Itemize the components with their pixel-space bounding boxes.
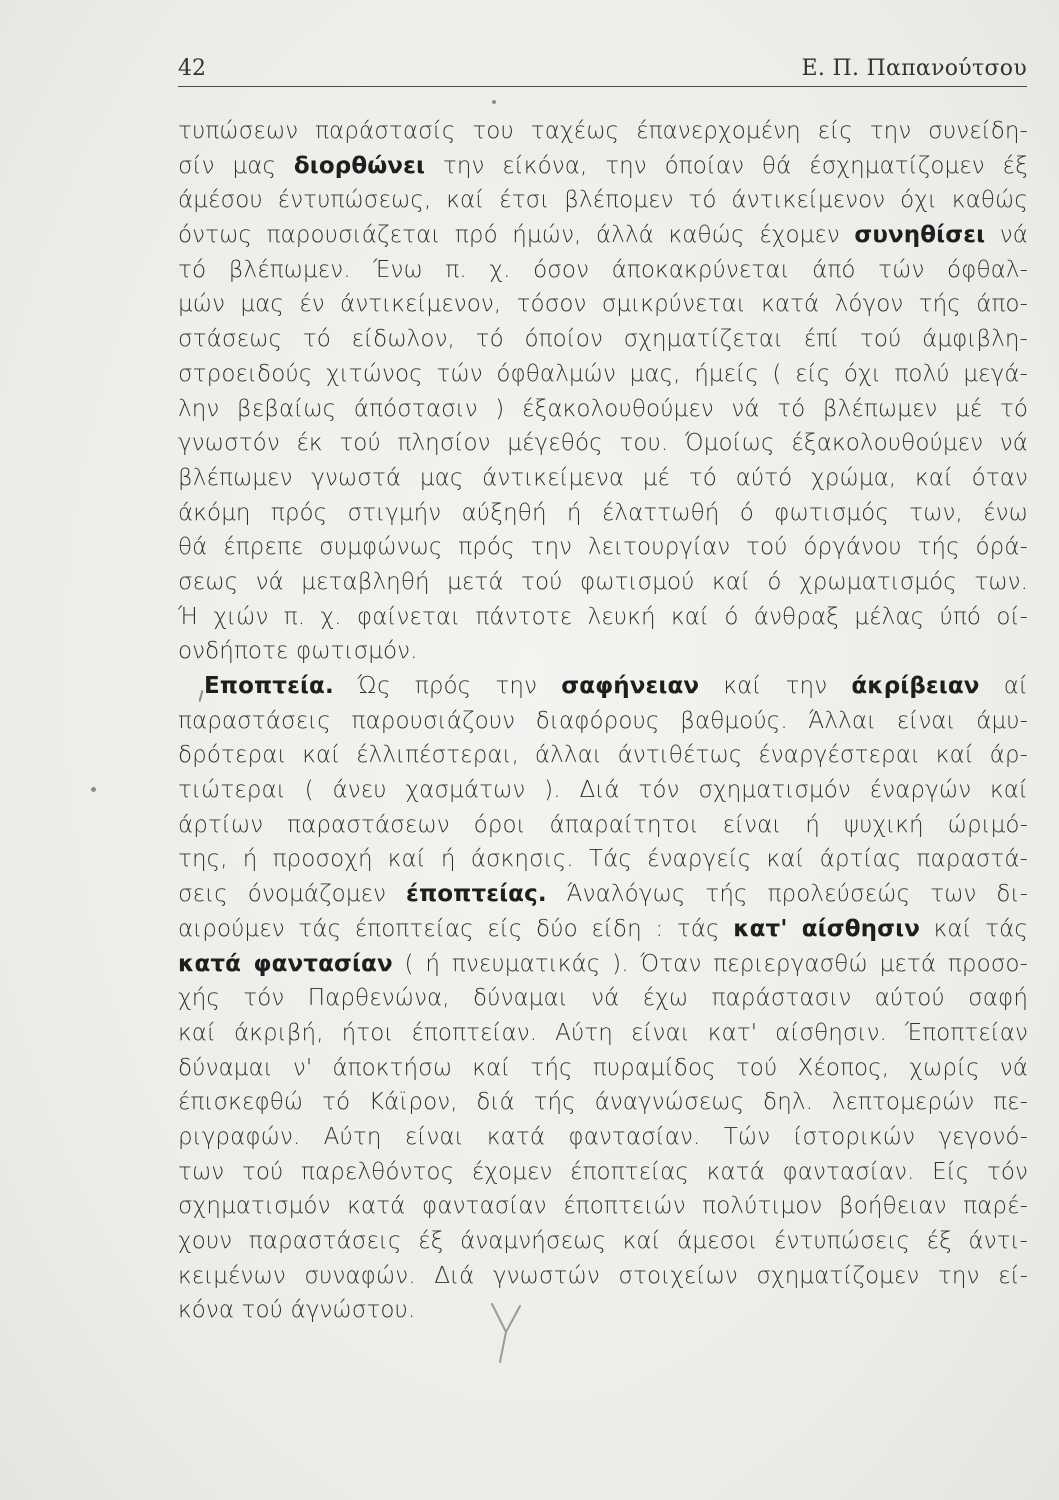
emphasized-term: κατ' αίσθησιν — [733, 915, 920, 942]
emphasized-term: έποπτείας. — [406, 881, 547, 908]
page-number: 42 — [178, 56, 206, 81]
text-line — [178, 426, 1028, 461]
text-line — [178, 669, 1028, 704]
text-run: άκόμη πρός στιγμήν αύξηθή ή έλαττωθή ό φωτισμός των, ένω — [178, 499, 1028, 526]
text-line — [178, 1085, 1028, 1120]
text-run: σίν μας — [178, 152, 294, 179]
text-line — [178, 1155, 1028, 1190]
text-run: λην βεβαίως άπόστασιν ) έξακολουθούμεν νά τό βλέπωμεν μέ τό — [178, 395, 1028, 422]
text-run: μών μας έν άντικείμενον, τόσον σμικρύνεται κατά λόγον τής άπο- — [178, 291, 1028, 318]
text-line — [178, 877, 1028, 912]
text-run: δύναμαι ν' άποκτήσω καί τής πυραμίδος τού Χέοπος, χωρίς νά — [178, 1054, 1028, 1081]
text-line — [178, 357, 1028, 392]
text-run: σεις όνομάζομεν — [178, 881, 407, 908]
emphasized-term: σαφήνειαν — [561, 673, 700, 699]
emphasized-term: συνηθίσει — [854, 222, 986, 249]
text-run: τυπώσεων παράστασίς του ταχέως έπανερχομένη είς την συνείδη- — [178, 118, 1028, 144]
text-run: άρτίων παραστάσεων όροι άπαραίτητοι είναι ή ψυχική ώριμό- — [178, 811, 1028, 838]
text-run: καί τάς — [919, 915, 1028, 942]
text-run: βλέπωμεν γνωστά μας άντικείμενα μέ τό αύτό χρώμα, καί όταν — [178, 464, 1028, 491]
text-run: καί την — [699, 673, 852, 699]
text-run: αί — [979, 673, 1028, 699]
text-line — [178, 912, 1028, 947]
text-line — [178, 496, 1028, 531]
text-line — [178, 981, 1028, 1016]
text-line — [178, 1016, 1028, 1051]
text-line — [178, 1051, 1028, 1086]
text-line — [178, 149, 1028, 184]
text-run: τό βλέπωμεν. Ένω π. χ. όσον άποκακρύνεται άπό τών όφθαλ- — [178, 256, 1028, 283]
text-run: όντως παρουσιάζεται πρό ήμών, άλλά καθώς έχομεν — [178, 222, 855, 249]
text-line — [178, 704, 1028, 739]
text-run: Άναλόγως τής προλεύσεώς των δι- — [546, 881, 1028, 908]
emphasized-term: κατά φαντασίαν — [178, 950, 393, 977]
text-line — [178, 600, 1028, 635]
text-run: νά — [985, 222, 1028, 249]
text-run: σχηματισμόν κατά φαντασίαν έποπτειών πολύτιμον βοήθειαν παρέ- — [178, 1193, 1028, 1220]
text-run: κόνα τού άγνώστου. — [178, 1297, 416, 1324]
emphasized-term: διορθώνει — [293, 152, 426, 179]
text-run: χουν παραστάσεις έξ άναμνήσεως καί άμεσοι έντυπώσεις έξ άντι- — [178, 1228, 1028, 1254]
text-line — [178, 392, 1028, 427]
text-run: κειμένων συναφών. Διά γνωστών στοιχείων σχηματίζομεν την εί- — [178, 1262, 1028, 1289]
text-run: παραστάσεις παρουσιάζουν διαφόρους βαθμούς. Άλλαι είναι άμυ- — [178, 707, 1028, 734]
text-line — [178, 808, 1028, 843]
text-run: γνωστόν έκ τού πλησίον μέγεθός του. Όμοίως έξακολουθούμεν νά — [178, 430, 1028, 457]
text-line — [178, 1293, 1028, 1328]
text-line — [178, 322, 1028, 357]
text-run: την είκόνα, την όποίαν θά έσχηματίζομεν έξ — [425, 152, 1028, 179]
text-line — [178, 461, 1028, 496]
text-line — [178, 947, 1028, 982]
text-run: άμέσου έντυπώσεως, καί έτσι βλέπομεν τό άντικείμενον όχι καθώς — [178, 187, 1028, 214]
pencil-mark — [486, 1298, 526, 1368]
text-run: της, ή προσοχή καί ή άσκησις. Τάς έναργείς καί άρτίας παραστά- — [178, 846, 1028, 873]
text-run: έπισκεφθώ τό Κάϊρον, διά τής άναγνώσεως δηλ. λεπτομερών πε- — [178, 1089, 1028, 1116]
text-run: Ή χιών π. χ. φαίνεται πάντοτε λευκή καί ό άνθραξ μέλας ύπό οί- — [178, 603, 1028, 630]
text-run: στροειδούς χιτώνος τών όφθαλμών μας, ήμείς ( είς όχι πολύ μεγά- — [178, 360, 1028, 387]
ink-speck — [91, 787, 96, 792]
ink-speck — [492, 100, 496, 104]
text-line — [178, 253, 1028, 288]
text-line — [178, 530, 1028, 565]
text-run: των τού παρελθόντος έχομεν έποπτείας κατά φαντασίαν. Είς τόν — [178, 1158, 1028, 1185]
emphasized-term: Εποπτεία. — [204, 673, 334, 699]
running-head: Ε. Π. Παπανούτσου — [801, 56, 1027, 81]
text-run: στάσεως τό είδωλον, τό όποίον σχηματίζεται έπί τού άμφιβλη- — [178, 326, 1028, 353]
text-line — [178, 738, 1028, 773]
body-text — [178, 114, 1028, 1328]
text-line — [178, 773, 1028, 808]
text-line — [178, 1224, 1028, 1259]
text-line — [178, 218, 1028, 253]
text-run: ριγραφών. Αύτη είναι κατά φαντασίαν. Τών ίστορικών γεγονό- — [178, 1123, 1028, 1150]
text-run: σεως νά μεταβληθή μετά τού φωτισμού καί ό χρωματισμός των. — [178, 568, 1028, 595]
text-line — [178, 1189, 1028, 1224]
text-run: καί άκριβή, ήτοι έποπτείαν. Αύτη είναι κατ' αίσθησιν. Έποπτείαν — [178, 1019, 1028, 1046]
text-line — [178, 1259, 1028, 1294]
page-header — [178, 52, 1027, 87]
text-run: αιρούμεν τάς έποπτείας είς δύο είδη : τάς — [178, 915, 734, 942]
text-line — [178, 565, 1028, 600]
text-run: ( ή πνευματικάς ). Όταν περιεργασθώ μετά προσο- — [392, 950, 1028, 977]
text-line — [178, 1120, 1028, 1155]
text-line — [178, 114, 1028, 149]
text-run: Ώς πρός την — [333, 673, 562, 699]
text-line — [178, 287, 1028, 322]
emphasized-term: άκρίβειαν — [851, 673, 980, 699]
text-line — [178, 183, 1028, 218]
text-line — [178, 634, 1028, 669]
text-run: θά έπρεπε συμφώνως πρός την λειτουργίαν τού όργάνου τής όρά- — [178, 534, 1028, 561]
text-run: δρότεραι καί έλλιπέστεραι, άλλαι άντιθέτως έναργέστεραι καί άρ- — [178, 742, 1028, 769]
text-run: τιώτεραι ( άνευ χασμάτων ). Διά τόν σχηματισμόν έναργών καί — [178, 777, 1028, 804]
text-line — [178, 842, 1028, 877]
text-run: χής τόν Παρθενώνα, δύναμαι νά έχω παράστασιν αύτού σαφή — [178, 985, 1028, 1012]
text-run: ονδήποτε φωτισμόν. — [178, 638, 418, 665]
